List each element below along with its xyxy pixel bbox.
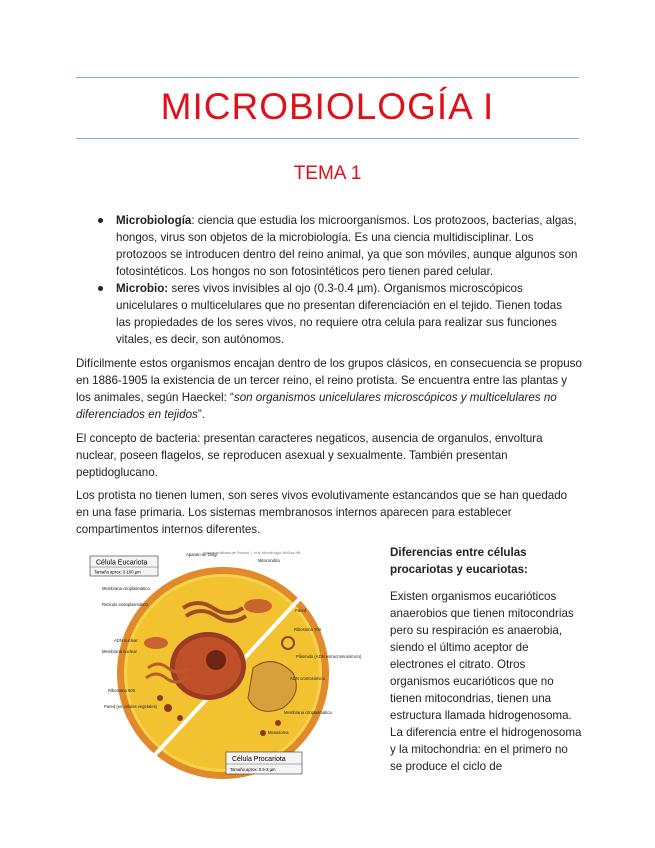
- cell-comparison-figure: [88, 548, 362, 798]
- paragraph-protista: [76, 355, 582, 423]
- top-rule: [76, 77, 579, 78]
- label-pared-vegetales: Pared (en células vegetales): [104, 704, 158, 709]
- definition-item: [96, 212, 580, 280]
- eukaryote-size: Tamaño aprox: 2-100 µm: [94, 569, 141, 575]
- title-rule: [76, 138, 579, 139]
- ribosome-dot: [157, 695, 163, 701]
- definition-text: seres vivos invisibles al ojo (0.3-0.4 µm). Organismos microscópicos unicelulares o multicelulares que no presentan diferenciación en el tejido. Tienen todas las propiedades de los seres vivos, no requiere otra celula para realizar sus funciones vitales, es decir, son autónomos.: [116, 282, 562, 346]
- mitochondria-shape-2: [144, 637, 168, 649]
- nucleolus-shape: [206, 650, 226, 670]
- section-title: TEMA 1: [293, 163, 362, 184]
- definition-text: : ciencia que estudia los microorganismos. Los protozoos, bacterias, algas, hongos, virus son objetos de la microbiología. Es una ciencia multidisciplinar. Los protozoos se introducen dentro del reino animal, ya que son móviles, aunque algunos son fotosintéticos. Los hongos no son fotosintéticos pero tienen pared celular.: [116, 214, 578, 278]
- label-mesosoma: Mesosoma: [268, 730, 289, 735]
- definition-list: [96, 212, 580, 348]
- sidebar-body: Existen organismos eucarióticos anaerobios que tienen mitocondrias pero su respiración es anaerobia, siendo el último aceptor de electrones el citrato. Otros organismos eucarióticos que no tienen mitocondrias, tienen una estructura llamada hidrogenosoma. La diferencia entre el hidrogenosoma y la mitochondria: en el primero no se produce el ciclo de: [390, 590, 582, 773]
- definition-term: Microbio:: [116, 282, 169, 295]
- label-membrana-citoplasmatica: Membrana citoplasmática: [102, 586, 150, 591]
- definition-item: [96, 280, 580, 348]
- eukaryote-title: Célula Eucariota: [96, 559, 148, 567]
- label-ribosoma-80s: Ribosoma 80S: [108, 688, 136, 693]
- sidebar-differences: [390, 544, 582, 775]
- label-golgi: Aparato de Golgi: [186, 552, 218, 557]
- label-plasmido: Plásmido (ADN extracromosómico): [296, 654, 362, 659]
- label-mitocondria: Mitocondria: [258, 558, 280, 563]
- page-title: MICROBIOLOGÍA I: [160, 86, 495, 127]
- quote-end: ”.: [197, 408, 205, 421]
- paragraph-bacteria: El concepto de bacteria: presentan caracteres negaticos, ausencia de organulos, envoltura nuclear, poseen flagelos, se reproducen asexual y sexualmente. También presentan peptidoglucano.: [76, 432, 543, 479]
- mitochondria-shape: [244, 599, 272, 613]
- figure-source-note: Imagen modificada de: Prescott, L. et al. Microbiología, McGraw-Hill: [204, 551, 301, 555]
- label-adn-nuclear: ADN nuclear: [114, 638, 138, 643]
- sidebar-heading: Diferencias entre células procariotas y eucariotas:: [390, 546, 528, 576]
- prokaryote-label-box: [226, 752, 302, 774]
- label-adn-cromosomico: ADN cromosómico: [290, 676, 325, 681]
- label-membrana-nuclear: Membrana nuclear: [102, 649, 137, 654]
- label-membrana-citoplasmatica-2: Membrana citoplasmática: [284, 710, 332, 715]
- haeckel-quote: son organismos unicelulares microscópicos y multicelulares no diferenciados en tejidos: [76, 391, 557, 421]
- definition-term: Microbiología: [116, 214, 192, 227]
- ribosome-dot: [260, 730, 266, 736]
- prokaryote-size: Tamaño aprox: 0.5-3 µm: [230, 767, 276, 772]
- label-pared: Pared: [295, 608, 307, 613]
- ribosome-dot: [275, 720, 281, 726]
- ribosome-dot: [164, 704, 172, 712]
- paragraph-text: Difícilmente estos organismos encajan dentro de los grupos clásicos, en consecuencia se propuso en 1886-1905 la existencia de un tercer reino, el reino protista. Se encuentra entre las plantas y los animales, según Haeckel: “: [76, 357, 582, 404]
- label-reticulo: Retículo endoplasmático: [102, 602, 148, 607]
- ribosome-dot: [177, 715, 183, 721]
- label-ribosoma-70s: Ribosoma 70S: [294, 627, 322, 632]
- paragraph-protista-lumen: Los protista no tienen lumen, son seres vivos evolutivamente estancandos que se han quedado en una fase primaria. Los sistemas membranosos internos aparecen para establecer compartimentos internos diferentes.: [76, 489, 568, 536]
- prokaryote-title: Célula Procariota: [232, 756, 286, 763]
- eukaryote-label-box: [90, 556, 158, 576]
